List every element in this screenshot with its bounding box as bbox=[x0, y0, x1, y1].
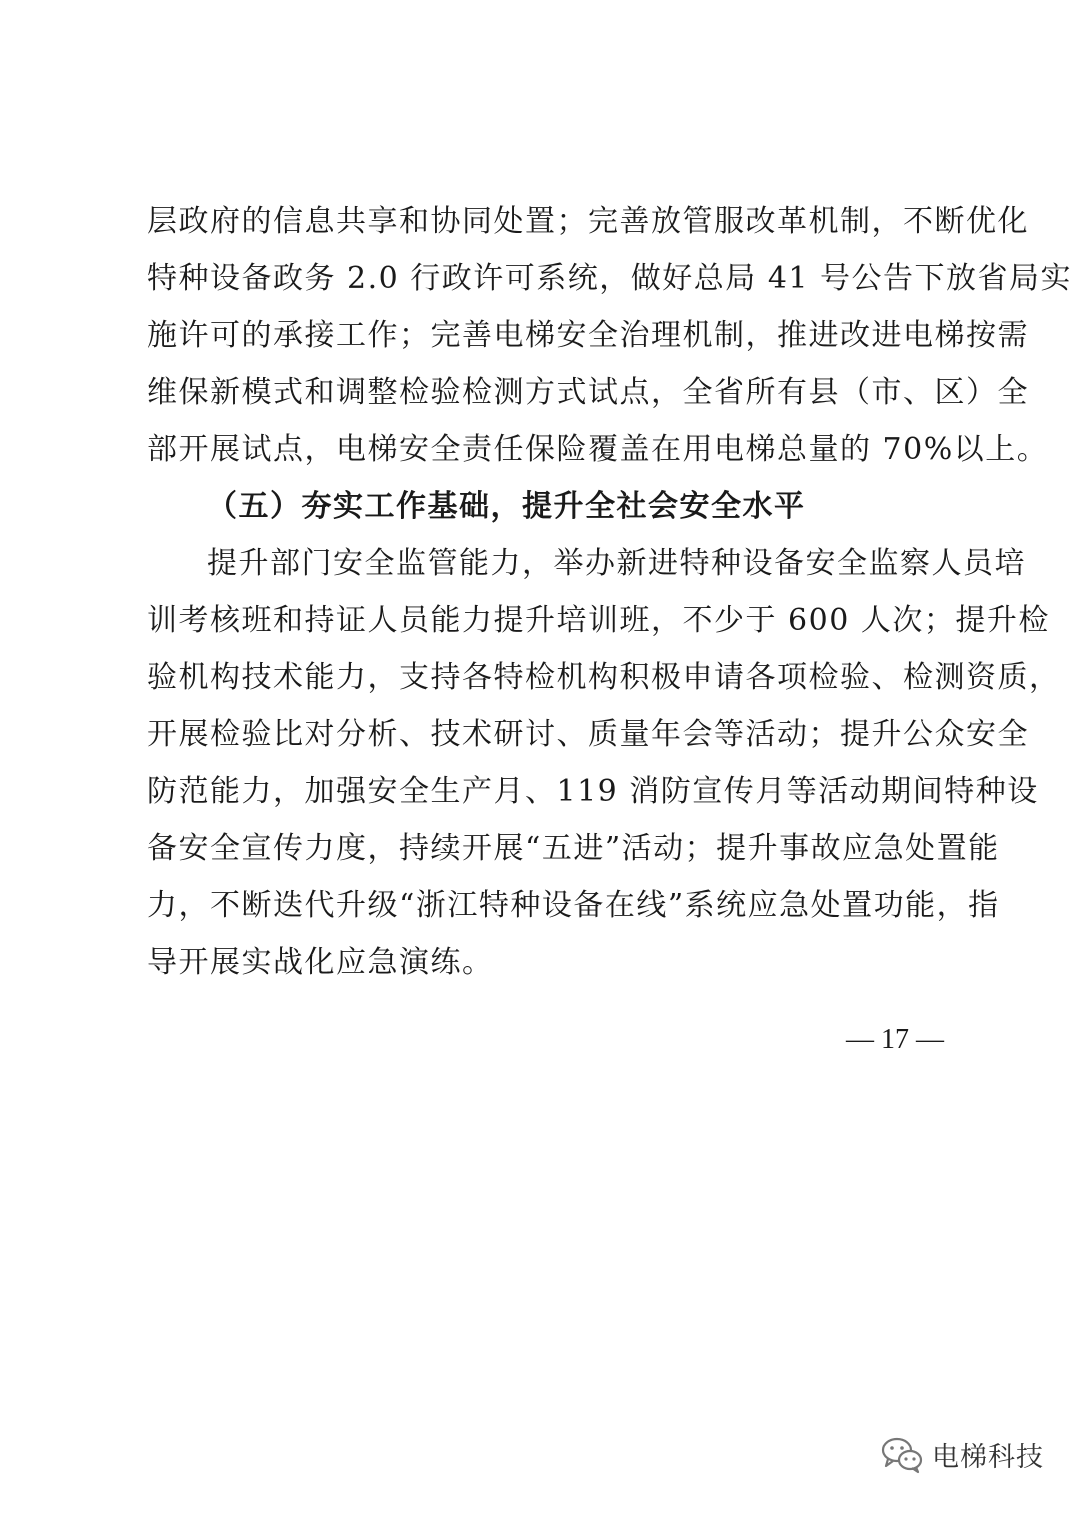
paragraph-line: 验机构技术能力，支持各特检机构积极申请各项检验、检测资质， bbox=[147, 660, 1061, 695]
paragraph-line: 防范能力，加强安全生产月、119 消防宣传月等活动期间特种设 bbox=[147, 774, 1039, 809]
section-heading: （五）夯实工作基础，提升全社会安全水平 bbox=[207, 489, 806, 524]
page-number: — 17 — bbox=[846, 1024, 944, 1055]
paragraph-line: 提升部门安全监管能力，举办新进特种设备安全监察人员培 bbox=[207, 546, 1026, 581]
paragraph-line: 部开展试点，电梯安全责任保险覆盖在用电梯总量的 70%以上。 bbox=[147, 432, 1049, 467]
paragraph-line: 施许可的承接工作；完善电梯安全治理机制，推进改进电梯按需 bbox=[147, 318, 1029, 353]
wechat-icon bbox=[880, 1434, 924, 1474]
paragraph-line: 备安全宣传力度，持续开展“五进”活动；提升事故应急处置能 bbox=[147, 831, 1000, 866]
watermark-text: 电梯科技 bbox=[932, 1441, 1044, 1473]
paragraph-line: 维保新模式和调整检验检测方式试点，全省所有县（市、区）全 bbox=[147, 375, 1029, 410]
watermark bbox=[880, 1432, 1055, 1476]
paragraph-line: 特种设备政务 2.0 行政许可系统，做好总局 41 号公告下放省局实 bbox=[147, 261, 1073, 296]
paragraph-line: 力，不断迭代升级“浙江特种设备在线”系统应急处置功能，指 bbox=[147, 888, 1000, 923]
paragraph-line: 导开展实战化应急演练。 bbox=[147, 945, 494, 980]
paragraph-line: 开展检验比对分析、技术研讨、质量年会等活动；提升公众安全 bbox=[147, 717, 1029, 752]
paragraph-line: 训考核班和持证人员能力提升培训班，不少于 600 人次；提升检 bbox=[147, 603, 1050, 638]
paragraph-line: 层政府的信息共享和协同处置；完善放管服改革机制，不断优化 bbox=[147, 204, 1029, 239]
